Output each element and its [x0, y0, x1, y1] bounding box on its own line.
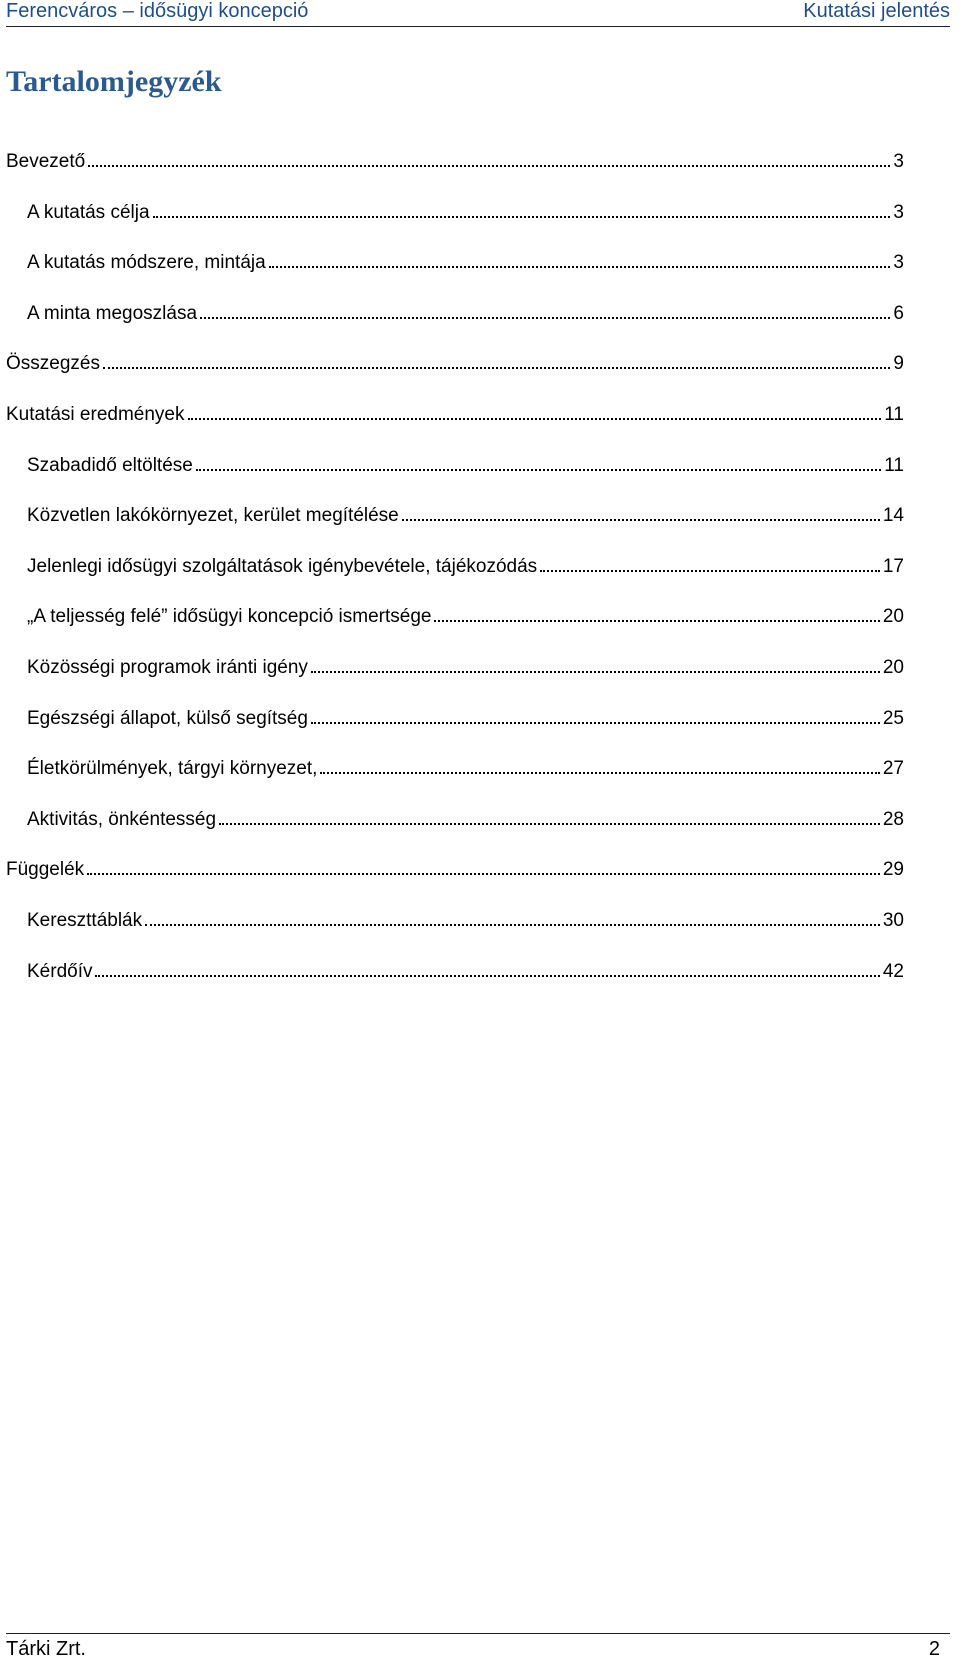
- toc-entry-label: Egészségi állapot, külső segítség: [27, 707, 308, 729]
- toc-leader-dots: [145, 906, 880, 926]
- toc-leader-dots: [269, 248, 891, 268]
- toc-entry-page: 3: [893, 201, 904, 223]
- toc-entry-label: Aktivitás, önkéntesség: [27, 808, 217, 830]
- toc-entry-page: 29: [882, 859, 904, 881]
- toc-entry-label: A minta megoszlása: [27, 302, 198, 324]
- toc-leader-dots: [188, 400, 882, 420]
- toc-leader-dots: [402, 501, 880, 521]
- toc-leader-dots: [196, 451, 881, 471]
- toc-entry-page: 20: [882, 606, 904, 628]
- toc-entry-label: Jelenlegi idősügyi szolgáltatások igénybevétele, tájékozódás: [27, 555, 538, 577]
- toc-entry-label: Kutatási eredmények: [6, 404, 185, 425]
- toc-entry[interactable]: [27, 704, 904, 730]
- toc-entry[interactable]: [27, 451, 904, 477]
- page-number: 2: [928, 1638, 940, 1660]
- toc-leader-dots: [434, 602, 879, 622]
- toc-leader-dots: [320, 754, 879, 774]
- toc-entry-label: Szabadidő eltöltése: [27, 454, 193, 476]
- toc-entry[interactable]: [27, 906, 904, 932]
- toc-entry-label: Bevezető: [6, 151, 86, 172]
- header-report-type: Kutatási jelentés: [803, 0, 950, 22]
- footer-company: Tárki Zrt.: [6, 1638, 86, 1660]
- page-footer: [6, 1633, 950, 1662]
- toc-entry[interactable]: [27, 501, 904, 527]
- toc-entry-label: „A teljesség felé” idősügyi koncepció ismertsége: [27, 606, 432, 628]
- toc-entry-label: Kereszttáblák: [27, 910, 143, 931]
- toc-entry[interactable]: [27, 198, 904, 224]
- toc-leader-dots: [88, 147, 890, 167]
- toc-entry-page: 28: [882, 808, 904, 830]
- toc-entry[interactable]: [6, 855, 904, 881]
- toc-leader-dots: [219, 805, 880, 825]
- toc-entry-label: Életkörülmények, tárgyi környezet,: [27, 758, 318, 780]
- toc-leader-dots: [153, 198, 891, 218]
- toc-entry-page: 14: [882, 505, 904, 527]
- toc-entry[interactable]: [6, 147, 904, 173]
- toc-entry[interactable]: [6, 400, 904, 426]
- toc-entry[interactable]: [27, 602, 904, 628]
- header-document-title: Ferencváros – idősügyi koncepció: [6, 0, 309, 22]
- toc-title: Tartalomjegyzék: [6, 65, 222, 98]
- toc-entry-page: 30: [882, 910, 904, 931]
- toc-entry-label: Kérdőív: [27, 960, 93, 982]
- toc-leader-dots: [540, 552, 880, 572]
- toc-leader-dots: [200, 299, 890, 319]
- toc-entry[interactable]: [27, 805, 904, 831]
- toc-entry-label: A kutatás módszere, mintája: [27, 252, 266, 274]
- toc-entry[interactable]: [27, 299, 904, 325]
- toc-entry[interactable]: [27, 248, 904, 274]
- toc-entry-page: 3: [893, 151, 904, 172]
- toc-entry-page: 27: [882, 758, 904, 780]
- toc-entry-page: 11: [884, 404, 904, 425]
- toc-leader-dots: [311, 653, 880, 673]
- toc-entry[interactable]: [27, 957, 904, 983]
- toc-entry[interactable]: [6, 349, 904, 375]
- toc-entry-page: 20: [882, 657, 904, 678]
- toc-entry-page: 17: [882, 555, 904, 577]
- toc-entry[interactable]: [27, 754, 904, 780]
- toc-leader-dots: [103, 349, 890, 369]
- toc-entry[interactable]: [27, 653, 904, 679]
- page-header: [6, 0, 950, 27]
- toc-entry-label: A kutatás célja: [27, 201, 150, 223]
- toc-entry[interactable]: [27, 552, 904, 578]
- toc-entry-label: Összegzés: [6, 353, 100, 375]
- toc-leader-dots: [311, 704, 880, 724]
- toc-entry-page: 42: [882, 960, 904, 982]
- toc-entry-page: 6: [893, 302, 904, 324]
- toc-entry-label: Közösségi programok iránti igény: [27, 657, 308, 678]
- toc-entry-label: Közvetlen lakókörnyezet, kerület megítélése: [27, 505, 399, 527]
- toc-leader-dots: [87, 855, 880, 875]
- toc-entry-page: 3: [893, 252, 904, 274]
- toc-entry-label: Függelék: [6, 859, 85, 881]
- toc-entry-page: 25: [882, 707, 904, 729]
- toc-entry-page: 11: [884, 454, 904, 476]
- toc-leader-dots: [95, 957, 879, 977]
- toc-entry-page: 9: [893, 353, 904, 375]
